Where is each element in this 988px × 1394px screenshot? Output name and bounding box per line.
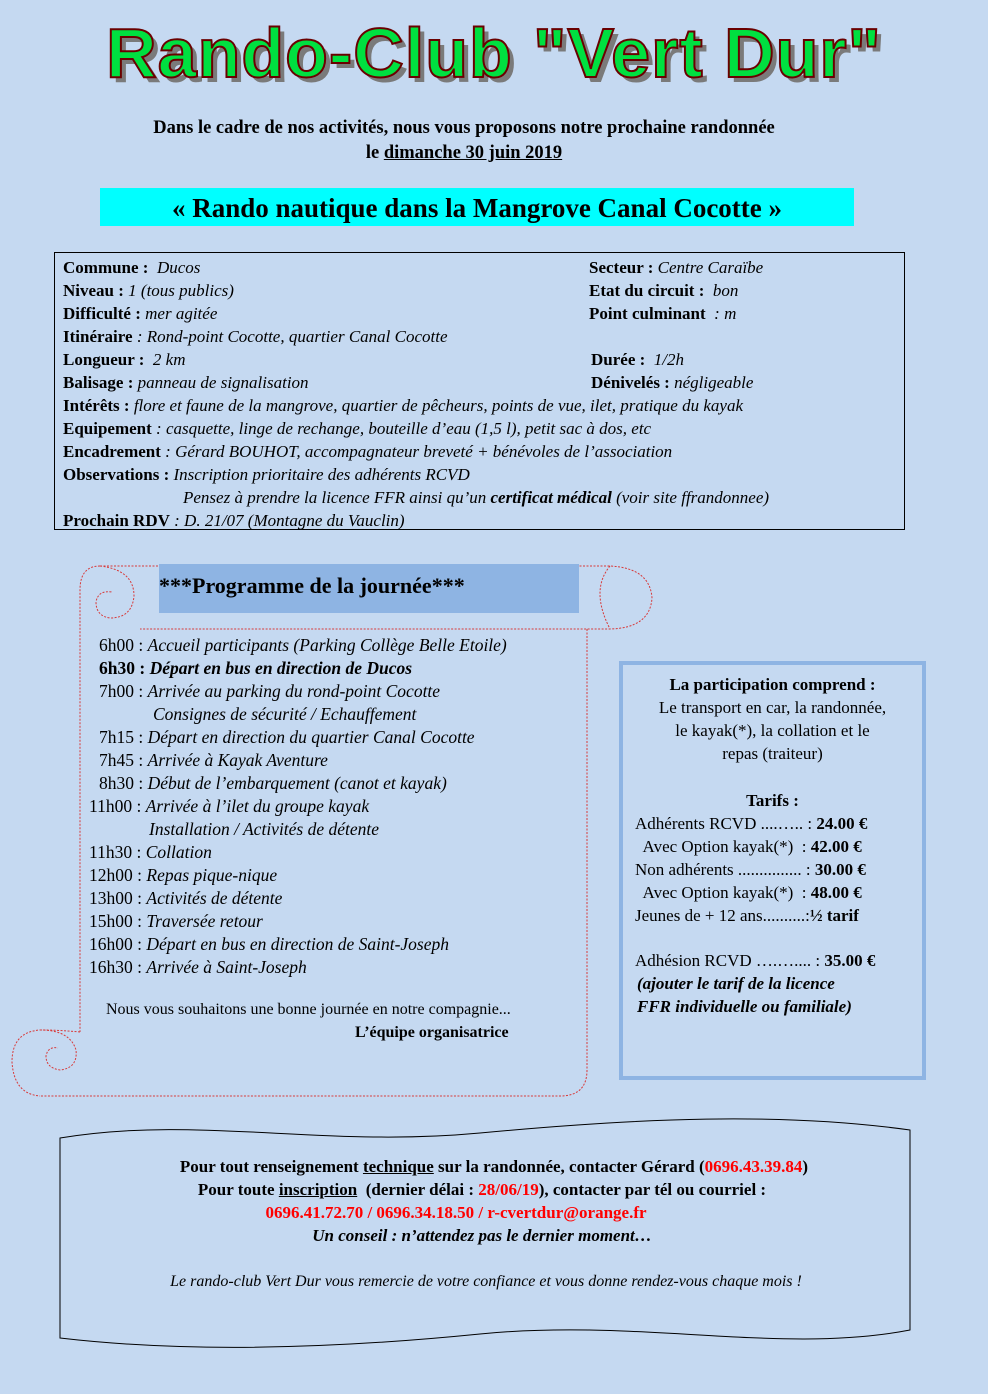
programme-text: Départ en direction du quartier Canal Cocotte — [147, 727, 475, 747]
info-deniveles: Dénivelés : négligeable — [591, 373, 754, 392]
info-secteur: Secteur : Centre Caraïbe — [589, 258, 764, 277]
programme-text: Traversée retour — [146, 911, 263, 931]
participation-title: La participation comprend : — [669, 675, 876, 694]
programme-header-text: ***Programme de la journée*** — [159, 573, 465, 598]
info-equipement: Equipement : casquette, linge de rechange, bouteille d’eau (1,5 l), petit sac à dos, etc — [63, 419, 652, 438]
participation-line3: repas (traiteur) — [722, 744, 823, 763]
info-interets: Intérêts : flore et faune de la mangrove, quartier de pêcheurs, points de vue, ilet, pratique du kayak — [63, 396, 743, 415]
programme-closing: Nous vous souhaitons une bonne journée en notre compagnie... — [106, 1001, 511, 1018]
info-difficulte: Difficulté : mer agitée — [63, 304, 218, 323]
programme-signature: L’équipe organisatrice — [355, 1024, 509, 1041]
programme-time: 11h30 : — [89, 842, 142, 862]
footer-line3: 0696.41.72.70 / 0696.34.18.50 / r-cvertdur@orange.fr — [265, 1203, 647, 1222]
phone-gerard[interactable]: 0696.43.39.84 — [704, 1157, 803, 1176]
programme-time: 7h15 : — [99, 727, 144, 747]
hike-title: « Rando nautique dans la Mangrove Canal Cocotte » — [100, 188, 854, 226]
programme-time: 6h30 : — [99, 658, 146, 678]
info-observations-line2: Pensez à prendre la licence FFR ainsi qu’un certificat médical (voir site ffrandonnee) — [183, 488, 770, 507]
price-value: 24.00 € — [816, 814, 868, 833]
price-label: Avec Option kayak(*) : — [635, 883, 807, 902]
email-link[interactable]: r-cvertdur@orange.fr — [487, 1203, 647, 1222]
tarifs-title: Tarifs : — [746, 791, 799, 810]
intro-line1: Dans le cadre de nos activités, nous vous proposons notre prochaine randonnée — [153, 118, 775, 138]
info-etat: Etat du circuit : bon — [589, 281, 739, 300]
programme-text: Activités de détente — [146, 888, 283, 908]
info-prochain-rdv: Prochain RDV : D. 21/07 (Montagne du Vauclin) — [63, 511, 405, 530]
price-note-line2: FFR individuelle ou familiale) — [637, 997, 852, 1016]
programme-time: 16h00 : — [89, 934, 142, 954]
programme-text: Installation / Activités de détente — [149, 819, 380, 839]
phone-2[interactable]: 0696.34.18.50 — [376, 1203, 475, 1222]
info-encadrement: Encadrement : Gérard BOUHOT, accompagnateur breveté + bénévoles de l’association — [63, 442, 673, 461]
event-date: dimanche 30 juin 2019 — [383, 143, 563, 163]
footer-line1: Pour tout renseignement technique sur la randonnée, contacter Gérard (0696.43.39.84) — [179, 1157, 809, 1176]
programme-text: Consignes de sécurité / Echauffement — [153, 704, 417, 724]
info-duree: Durée : 1/2h — [591, 350, 685, 369]
programme-text: Début de l’embarquement (canot et kayak) — [147, 773, 447, 793]
price-value: 30.00 € — [814, 860, 866, 879]
price-adhesion: Adhésion RCVD ….….... : 35.00 € — [635, 951, 876, 970]
programme-time: 11h00 : — [89, 796, 142, 816]
programme-text: Arrivée au parking du rond-point Cocotte — [147, 681, 441, 701]
price-note-line1: (ajouter le tarif de la licence — [637, 974, 835, 993]
footer-line4: Un conseil : n’attendez pas le dernier moment… — [312, 1226, 652, 1245]
intro-prefix: le — [365, 143, 380, 163]
programme-time: 7h45 : — [99, 750, 144, 770]
footer-line2: Pour toute inscription (dernier délai : 28/06/19), contacter par tél ou courriel : — [197, 1180, 767, 1199]
programme-time: 15h00 : — [89, 911, 142, 931]
info-observations: Observations : Inscription prioritaire des adhérents RCVD — [63, 465, 470, 484]
programme-time: 7h00 : — [99, 681, 144, 701]
price-jeunes: Jeunes de + 12 ans..........:½ tarif — [635, 906, 859, 925]
programme-text: Départ en bus en direction de Saint-Joseph — [146, 934, 449, 954]
programme-time: 12h00 : — [89, 865, 142, 885]
footer-line5: Le rando-club Vert Dur vous remercie de votre confiance et vous donne rendez-vous chaque mois ! — [170, 1273, 802, 1290]
info-balisage: Balisage : panneau de signalisation — [63, 373, 309, 392]
price-value: 42.00 € — [810, 837, 862, 856]
price-label: Non adhérents ............... : — [635, 860, 811, 879]
info-itineraire: Itinéraire : Rond-point Cocotte, quartier Canal Cocotte — [63, 327, 448, 346]
info-longueur: Longueur : 2 km — [63, 350, 186, 369]
programme-time: 16h30 : — [89, 957, 142, 977]
programme-text: Arrivée à l’ilet du groupe kayak — [145, 796, 370, 816]
price-label: Adhérents RCVD ....….. : — [635, 814, 813, 833]
price-value: 48.00 € — [810, 883, 862, 902]
info-commune: Commune : Ducos — [63, 258, 201, 277]
price-label: Avec Option kayak(*) : — [635, 837, 807, 856]
participation-line2: le kayak(*), la collation et le — [675, 721, 870, 740]
phone-1[interactable]: 0696.41.72.70 — [265, 1203, 364, 1222]
programme-time: 6h00 : — [99, 635, 144, 655]
programme-time: 8h30 : — [99, 773, 144, 793]
info-niveau: Niveau : 1 (tous publics) — [63, 281, 234, 300]
programme-text: Départ en bus en direction de Ducos — [149, 658, 413, 678]
programme-text: Arrivée à Saint-Joseph — [146, 957, 307, 977]
participation-line1: Le transport en car, la randonnée, — [658, 698, 887, 717]
programme-time: 13h00 : — [89, 888, 142, 908]
info-point-culminant: Point culminant : m — [589, 304, 737, 323]
programme-text: Accueil participants (Parking Collège Belle Etoile) — [147, 635, 507, 655]
programme-text: Collation — [145, 842, 212, 862]
page-title: Rando-Club "Vert Dur" — [106, 14, 882, 92]
programme-text: Arrivée à Kayak Aventure — [147, 750, 328, 770]
programme-text: Repas pique-nique — [146, 865, 278, 885]
